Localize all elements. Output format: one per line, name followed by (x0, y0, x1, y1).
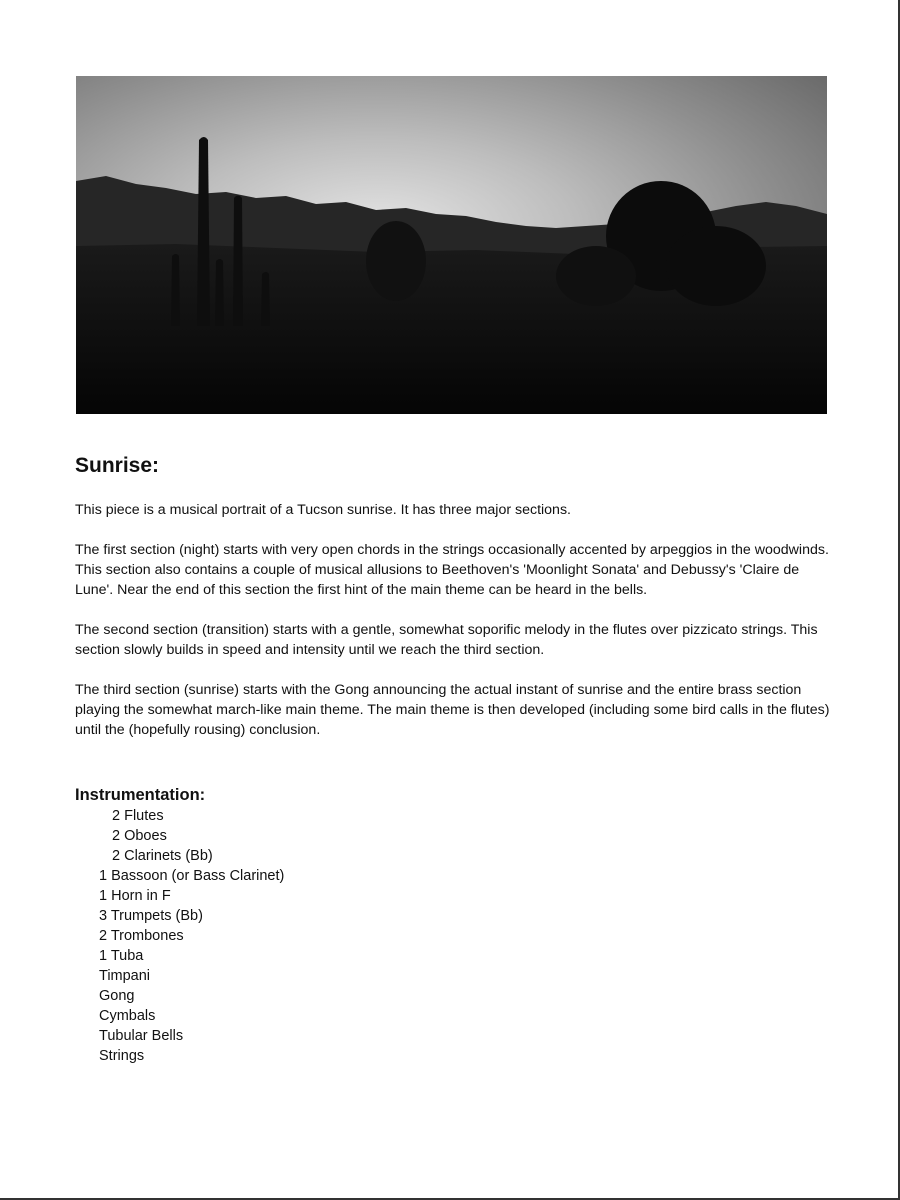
instrumentation-heading: Instrumentation: (75, 786, 206, 804)
list-item: 3 Trumpets (Bb) (99, 908, 203, 924)
sunrise-landscape-photo (76, 76, 827, 414)
document-body (75, 452, 835, 1066)
list-item: 2 Trombones (99, 928, 184, 944)
piece-title: Sunrise: (75, 454, 160, 477)
list-item: 2 Clarinets (Bb) (112, 848, 213, 864)
list-item: 2 Flutes (112, 808, 164, 824)
third-section-paragraph: The third section (sunrise) starts with the Gong announcing the actual instant of sunrise and the entire brass section playing the somewhat march-like main theme. The main theme is then developed (including some bird calls in the flutes) until the (hopefully rousing) conclusion. (75, 682, 830, 738)
list-item: Timpani (99, 968, 151, 984)
second-section-paragraph: The second section (transition) starts with a gentle, somewhat soporific melody in the flutes over pizzicato strings. This section slowly builds in speed and intensity until we reach the third section. (75, 622, 818, 658)
list-item: Cymbals (99, 1008, 156, 1024)
list-item: Gong (99, 988, 135, 1004)
list-item: 1 Tuba (99, 948, 144, 964)
list-item: 1 Bassoon (or Bass Clarinet) (99, 868, 285, 884)
list-item: Tubular Bells (99, 1028, 184, 1044)
list-item: Strings (99, 1048, 145, 1064)
first-section-paragraph: The first section (night) starts with very open chords in the strings occasionally accented by arpeggios in the woodwinds. This section also contains a couple of musical allusions to Beethoven's 'Moonlight Sonata' and Debussy's 'Claire de Lune'. Near the end of this section the first hint of the main theme can be heard in the bells. (75, 542, 829, 598)
list-item: 2 Oboes (112, 828, 167, 844)
list-item: 1 Horn in F (99, 888, 171, 904)
intro-paragraph: This piece is a musical portrait of a Tucson sunrise. It has three major sections. (75, 502, 571, 518)
instrumentation-list (75, 806, 835, 1066)
